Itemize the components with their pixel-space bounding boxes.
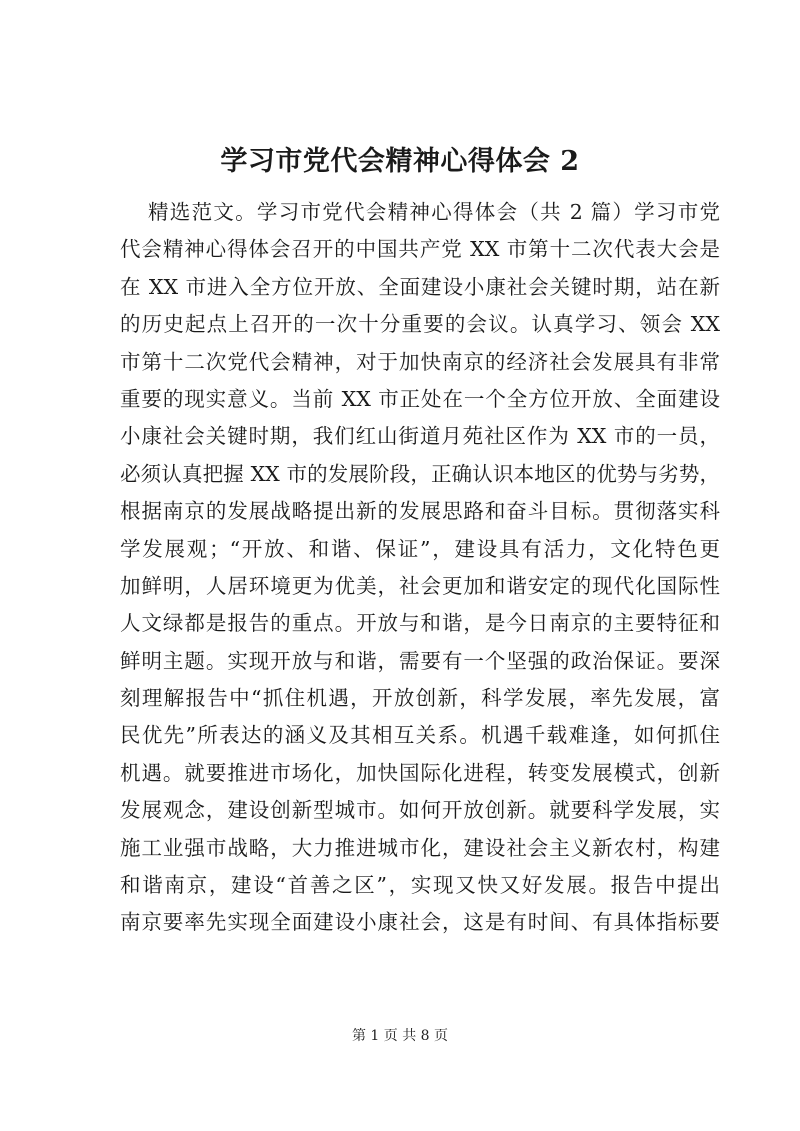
body-line: 机遇。就要推进市场化，加快国际化进程，转变发展模式，创新 <box>120 760 720 785</box>
body-line: 学发展观；“开放、和谐、保证”，建设具有活力，文化特色更 <box>120 536 720 561</box>
body-line: 的历史起点上召开的一次十分重要的会议。认真学习、领会 XX <box>120 312 720 337</box>
body-line: 代会精神心得体会召开的中国共产党 XX 市第十二次代表大会是 <box>120 237 720 262</box>
body-line: 和谐南京，建设“首善之区”，实现又快又好发展。报告中提出 <box>120 873 720 898</box>
body-line: 根据南京的发展战略提出新的发展思路和奋斗目标。贯彻落实科 <box>120 499 720 524</box>
body-line: 小康社会关键时期，我们红山街道月苑社区作为 XX 市的一员， <box>120 424 720 449</box>
body-line: 市第十二次党代会精神，对于加快南京的经济社会发展具有非常 <box>120 349 720 374</box>
body-paragraph <box>120 194 720 942</box>
body-line: 刻理解报告中“抓住机遇，开放创新，科学发展，率先发展，富 <box>120 686 720 711</box>
body-line: 民优先”所表达的涵义及其相互关系。机遇千载难逢，如何抓住 <box>120 723 720 748</box>
document-title: 学习市党代会精神心得体会 2 <box>220 146 580 177</box>
page-footer: 第 1 页 共 8 页 <box>351 1028 449 1044</box>
body-line: 在 XX 市进入全方位开放、全面建设小康社会关键时期，站在新 <box>120 274 720 299</box>
body-line: 重要的现实意义。当前 XX 市正处在一个全方位开放、全面建设 <box>120 386 720 411</box>
body-line: 必须认真把握 XX 市的发展阶段，正确认识本地区的优势与劣势， <box>120 461 720 486</box>
body-line: 施工业强市战略，大力推进城市化，建设社会主义新农村，构建 <box>120 835 720 860</box>
body-line: 人文绿都是报告的重点。开放与和谐，是今日南京的主要特征和 <box>120 611 720 636</box>
body-line: 鲜明主题。实现开放与和谐，需要有一个坚强的政治保证。要深 <box>120 648 720 673</box>
body-line: 精选范文。学习市党代会精神心得体会（共 2 篇）学习市党 <box>148 200 720 224</box>
body-line: 发展观念，建设创新型城市。如何开放创新。就要科学发展，实 <box>120 798 720 823</box>
body-line: 加鲜明，人居环境更为优美，社会更加和谐安定的现代化国际性 <box>120 573 720 598</box>
body-line: 南京要率先实现全面建设小康社会，这是有时间、有具体指标要 <box>120 910 720 935</box>
